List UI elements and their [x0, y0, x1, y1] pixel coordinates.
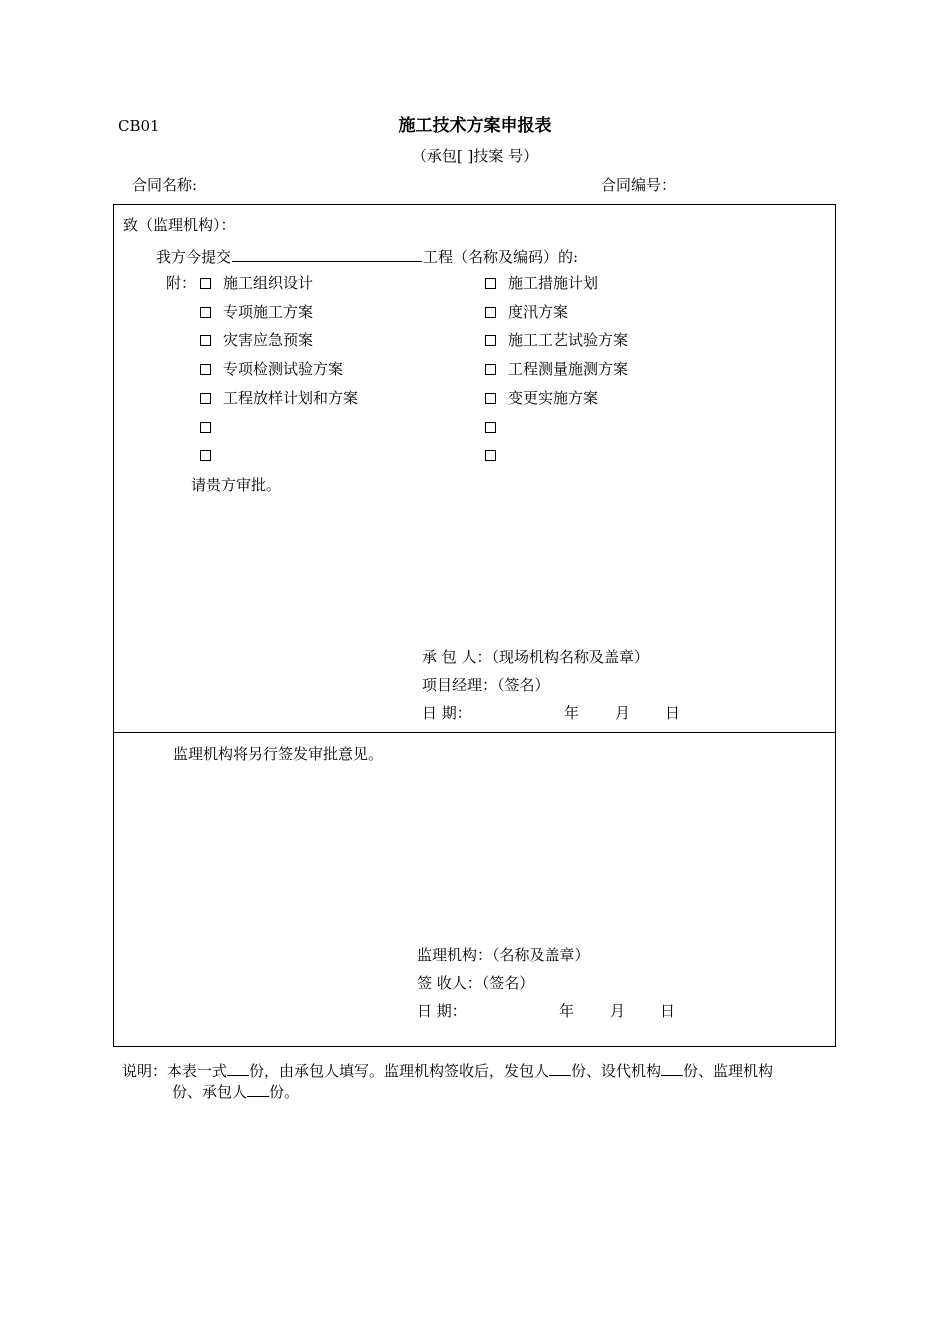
checkbox[interactable]: [200, 422, 211, 433]
date-day-2: 日: [660, 1002, 676, 1020]
checklist-label: 专项施工方案: [223, 302, 314, 321]
checklist-label: 施工措施计划: [508, 274, 599, 292]
checkbox[interactable]: [485, 450, 496, 461]
date-month-2: 月: [610, 1002, 626, 1020]
date-year-2: 年: [559, 1002, 575, 1020]
checkbox[interactable]: [200, 364, 211, 375]
date-label-2: 日 期：: [417, 1002, 467, 1020]
checklist-label: 变更实施方案: [508, 388, 599, 407]
contract-name-label: 合同名称:: [132, 176, 198, 194]
contract-no-label: 合同编号：: [601, 176, 677, 194]
checklist-label: 施工工艺试验方案: [508, 331, 629, 350]
checkbox[interactable]: [485, 278, 496, 289]
checklist-item: [485, 333, 628, 348]
date-month: 月: [615, 704, 631, 722]
checklist-item: [485, 388, 599, 407]
attach-label: 附：: [166, 274, 197, 292]
checkbox[interactable]: [485, 307, 496, 318]
checklist-item: [485, 420, 508, 435]
checklist-item: [485, 302, 569, 321]
checklist-label: 工程测量施测方案: [508, 360, 629, 379]
request-text: 请贵方审批。: [191, 476, 282, 494]
form-title: 施工技术方案申报表: [398, 116, 552, 136]
addressee: 致（监理机构）：: [123, 216, 236, 234]
checklist-item: [200, 448, 223, 463]
checklist-item: [200, 362, 343, 377]
footnote-part: 份，由承包人填写。监理机构签收后，发包人: [249, 1062, 550, 1080]
opinion-text: 监理机构将另行签发审批意见。: [173, 745, 384, 763]
submit-line: [156, 247, 578, 265]
org-value: （名称及盖章）: [492, 946, 590, 964]
date-line-2: [417, 1004, 467, 1019]
receiver-line: [417, 976, 534, 991]
project-blank[interactable]: [232, 247, 422, 262]
checklist-label: 专项检测试验方案: [223, 360, 344, 379]
date-day: 日: [665, 704, 681, 722]
checkbox[interactable]: [485, 393, 496, 404]
copies-blank[interactable]: [227, 1062, 249, 1076]
manager-value: （签名）: [497, 676, 550, 694]
footnote-part: 份、设代机构: [571, 1062, 662, 1080]
footnote-part: 份、承包人: [172, 1083, 248, 1101]
date-label: 日 期：: [422, 704, 472, 722]
checkbox[interactable]: [485, 422, 496, 433]
checkbox[interactable]: [200, 450, 211, 461]
submit-prefix: 我方今提交: [156, 248, 232, 266]
checkbox[interactable]: [200, 278, 211, 289]
copies-blank[interactable]: [247, 1083, 269, 1097]
receiver-value: （签名）: [481, 974, 535, 992]
org-label: 监理机构：: [417, 946, 493, 964]
checklist-item: [200, 333, 313, 348]
checklist-item: [200, 302, 314, 321]
footnote: [122, 1061, 834, 1103]
footnote-line-2: [122, 1082, 834, 1103]
copies-blank[interactable]: [661, 1062, 683, 1076]
checkbox[interactable]: [200, 393, 211, 404]
footnote-part: 份、监理机构: [683, 1062, 774, 1080]
checklist-item: [200, 420, 223, 435]
checklist-item: [200, 276, 313, 291]
checklist-label: 施工组织设计: [223, 274, 314, 292]
org-line: [417, 948, 590, 963]
contractor-label: 承 包 人：: [422, 648, 492, 666]
checklist-label: 度汛方案: [508, 302, 569, 321]
footnote-part: 份。: [269, 1083, 300, 1101]
checkbox[interactable]: [485, 364, 496, 375]
date-line-1: [422, 706, 472, 721]
manager-line: [422, 678, 550, 693]
checkbox[interactable]: [200, 335, 211, 346]
checklist-item: [485, 362, 628, 377]
checklist-label: 灾害应急预案: [223, 331, 314, 350]
submit-suffix: 工程（名称及编码）的:: [423, 248, 579, 266]
copies-blank[interactable]: [549, 1062, 571, 1076]
contractor-value: （现场机构名称及盖章）: [491, 648, 650, 666]
checkbox[interactable]: [200, 307, 211, 318]
manager-label: 项目经理：: [422, 676, 498, 694]
form-box: [113, 204, 836, 1047]
checkbox[interactable]: [485, 335, 496, 346]
footnote-part: 说明：本表一式: [122, 1062, 228, 1080]
checklist-label: 工程放样计划和方案: [223, 388, 359, 407]
form-code: CB01: [118, 117, 160, 135]
checklist-item: [200, 388, 359, 407]
receiver-label: 签 收人：: [417, 974, 482, 992]
checklist-item: [485, 448, 508, 463]
form-subtitle: （承包[ ]技案 号）: [411, 147, 539, 165]
section-divider: [114, 732, 835, 733]
checklist-item: [485, 276, 598, 291]
contractor-line: [422, 650, 649, 665]
date-year: 年: [564, 704, 580, 722]
